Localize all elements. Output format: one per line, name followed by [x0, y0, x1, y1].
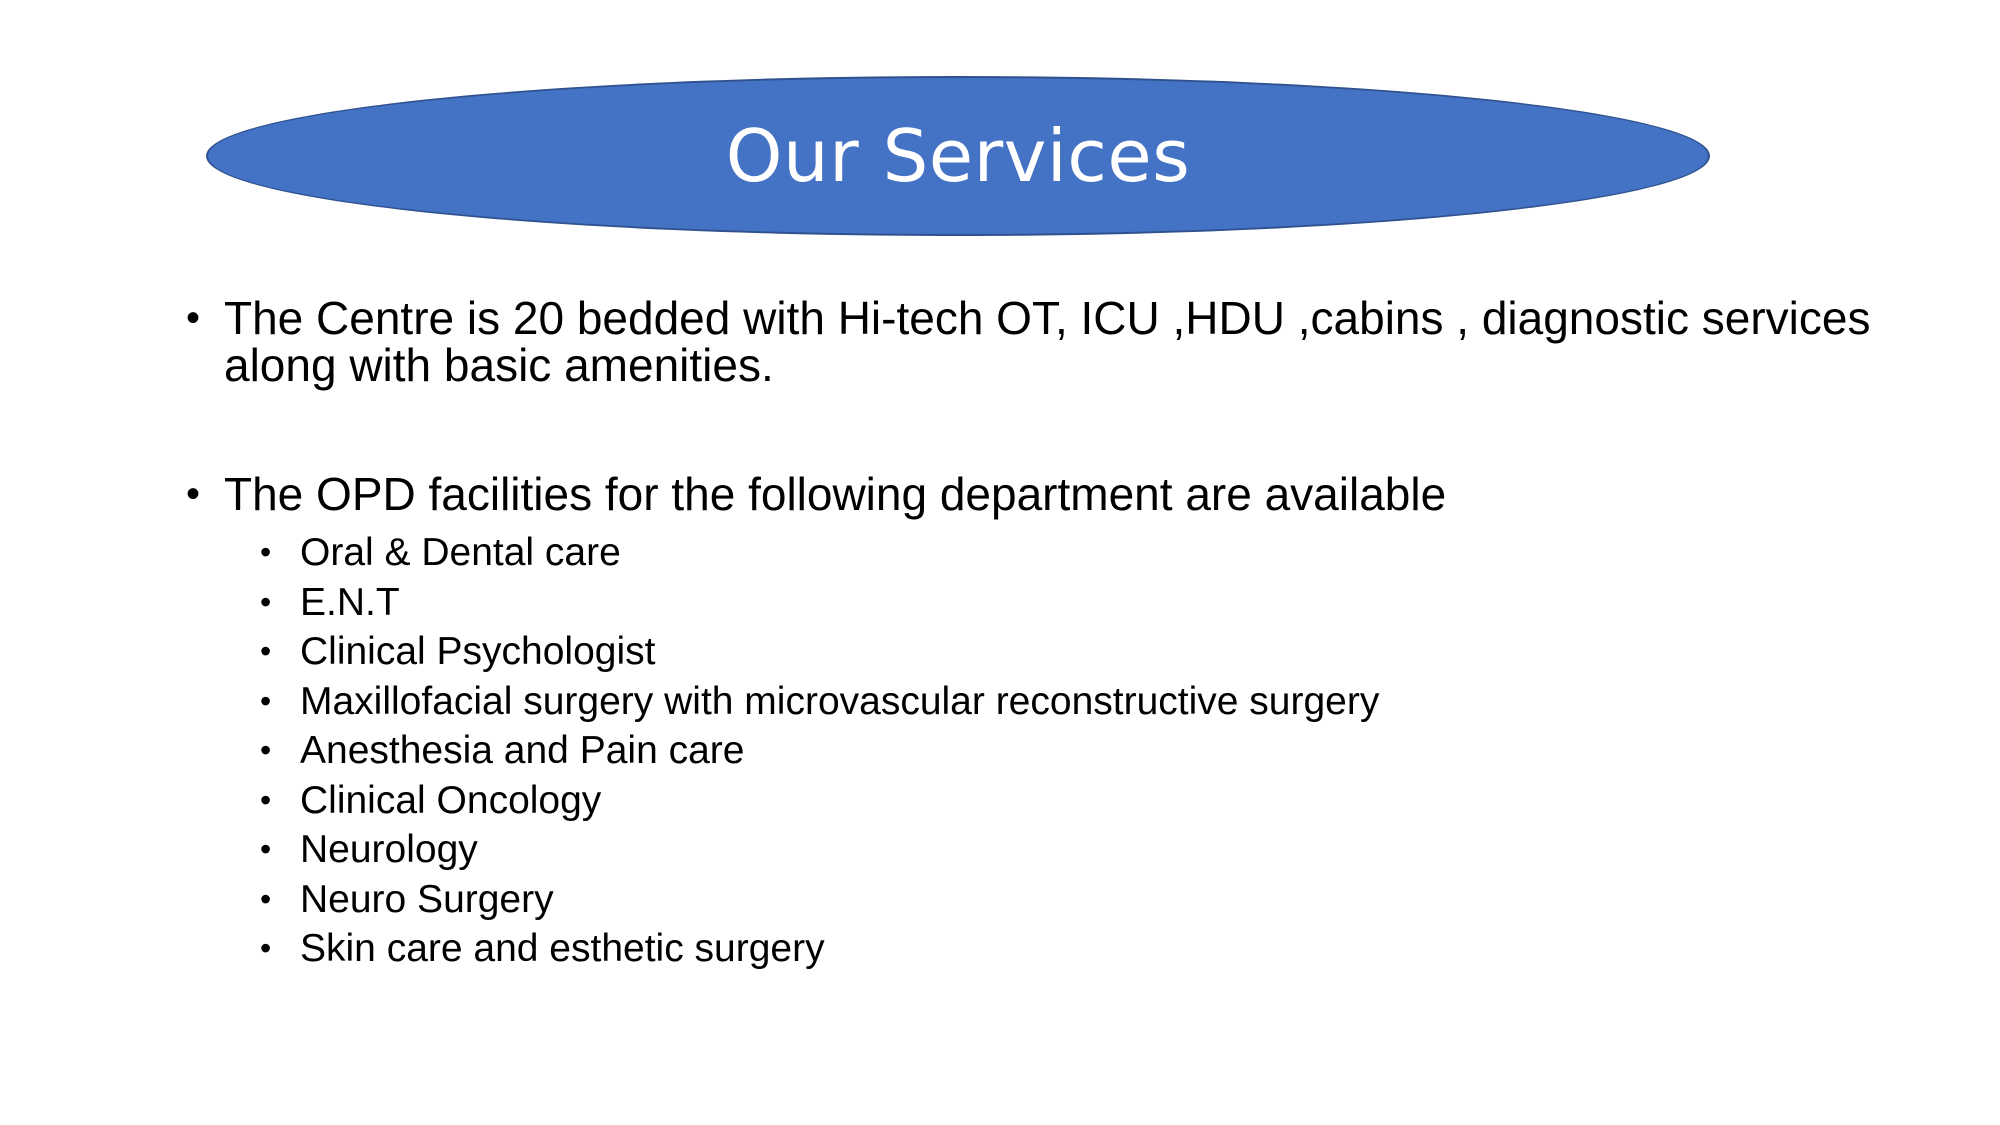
- list-item: [180, 875, 1880, 925]
- bullet-dot-icon: •: [260, 534, 272, 570]
- slide-content: [180, 292, 1880, 974]
- bullet-dot-icon: •: [260, 682, 272, 719]
- department-label: Neuro Surgery: [300, 877, 554, 921]
- list-item: [180, 776, 1880, 826]
- list-item: [180, 924, 1880, 974]
- list-item: [180, 726, 1880, 776]
- department-label: Maxillofacial surgery with microvascular reconstructive surgery: [300, 679, 1380, 723]
- list-item: [180, 528, 1880, 578]
- bullet-dot-icon: •: [260, 930, 272, 966]
- department-label: Clinical Oncology: [300, 778, 602, 822]
- bullet-dot-icon: •: [260, 732, 272, 768]
- department-label: Anesthesia and Pain care: [300, 729, 745, 772]
- bullet-dot-icon: •: [260, 781, 272, 818]
- bullet-dot-icon: •: [186, 472, 201, 516]
- department-label: E.N.T: [300, 580, 400, 624]
- title-oval: [206, 76, 1710, 236]
- bullet-opd: [180, 468, 1880, 520]
- bullet-dot-icon: •: [260, 583, 272, 620]
- department-label: Oral & Dental care: [300, 531, 621, 574]
- bullet-text: The OPD facilities for the following department are available: [224, 468, 1447, 520]
- department-label: Clinical Psychologist: [300, 630, 656, 673]
- bullet-dot-icon: •: [186, 296, 201, 340]
- list-item: [180, 627, 1880, 677]
- bullet-dot-icon: •: [260, 831, 272, 867]
- bullet-dot-icon: •: [260, 880, 272, 917]
- list-item: [180, 677, 1880, 727]
- slide-title: Our Services: [725, 114, 1191, 198]
- department-list: [180, 528, 1880, 974]
- bullet-facilities: [180, 292, 1880, 391]
- department-label: Skin care and esthetic surgery: [300, 927, 825, 970]
- list-item: [180, 578, 1880, 628]
- bullet-dot-icon: •: [260, 633, 272, 669]
- bullet-text: The Centre is 20 bedded with Hi-tech OT, ICU ,HDU ,cabins , diagnostic services along with basic amenities.: [224, 292, 1871, 391]
- department-label: Neurology: [300, 828, 478, 871]
- list-item: [180, 825, 1880, 875]
